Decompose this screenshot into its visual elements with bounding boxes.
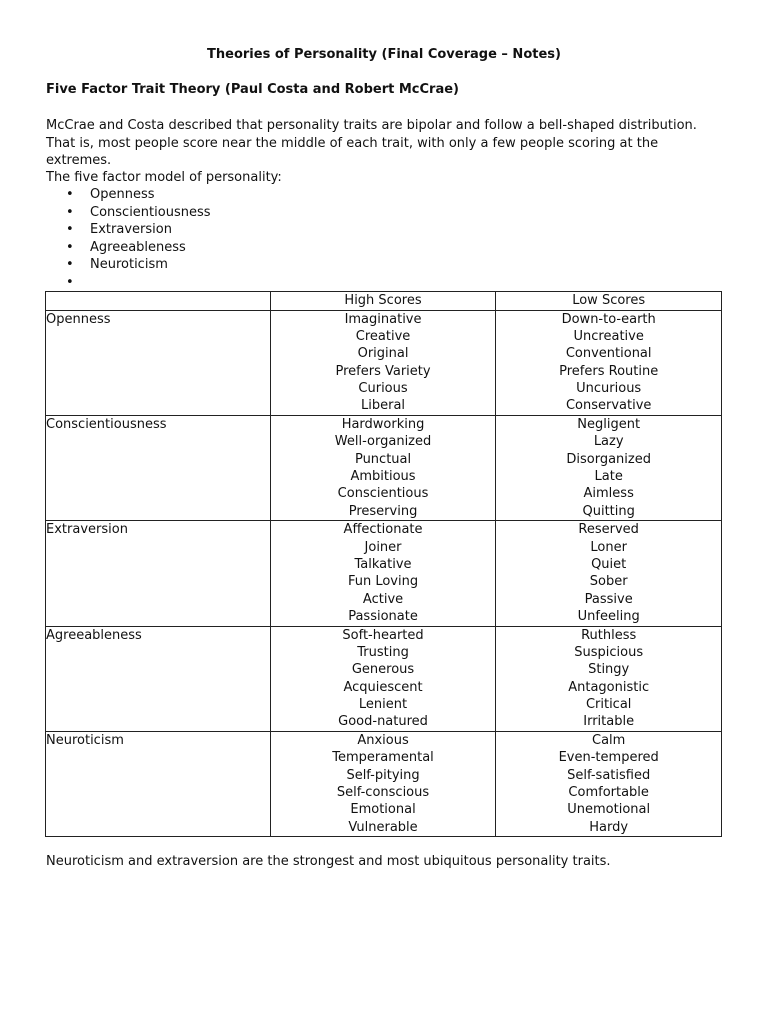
low-score-word: Unemotional [567,802,651,818]
high-score-word: Lenient [358,697,408,713]
bullet-item: • Openness [46,186,211,204]
section-heading: Five Factor Trait Theory (Paul Costa and Robert McCrae) [46,82,459,97]
table-row [46,626,722,731]
low-score-word: Late [594,469,623,485]
low-score-word: Irritable [583,714,635,730]
bullet-item: • Conscientiousness [46,204,211,222]
trait-name-cell: Openness [46,310,271,415]
high-scores-cell [270,415,496,520]
traits-table [45,291,722,837]
high-score-word: Soft-hearted [342,627,424,643]
trait-name-cell: Neuroticism [46,731,271,836]
low-score-word: Quiet [591,556,627,572]
low-score-word: Loner [590,539,627,555]
low-score-word: Self-satisfied [567,767,651,783]
high-score-word: Trusting [357,644,409,660]
high-scores-cell [270,626,496,731]
low-score-word: Uncreative [573,328,644,344]
low-scores-cell [496,415,722,520]
low-score-word: Prefers Routine [559,363,659,379]
high-scores-cell [270,731,496,836]
low-score-word: Sober [589,574,628,590]
low-score-word: Lazy [593,434,624,450]
high-score-word: Good-natured [338,714,428,730]
low-score-word: Antagonistic [568,679,650,695]
table-header-row [46,292,722,311]
low-scores-cell [496,731,722,836]
high-score-word: Passionate [348,609,418,625]
header-low-scores: Low Scores [496,292,722,311]
low-score-word: Suspicious [574,644,644,660]
intro-paragraph-line: That is, most people score near the middle of each trait, with only a few people scoring at the extremes. [46,135,659,168]
intro-paragraph-line: McCrae and Costa described that personality traits are bipolar and follow a bell-shaped distribution. [46,118,697,133]
low-score-word: Disorganized [566,451,651,467]
high-score-word: Active [362,591,404,607]
high-score-word: Creative [355,328,411,344]
high-score-word: Emotional [350,802,416,818]
low-score-word: Hardy [589,819,629,835]
model-intro-paragraph: The five factor model of personality: [46,170,282,185]
table-body [46,310,722,837]
intro-paragraph [46,117,726,170]
high-scores-cell [270,310,496,415]
low-scores-cell [496,626,722,731]
low-scores-cell [496,521,722,626]
low-score-word: Negligent [577,416,641,432]
high-score-word: Conscientious [337,486,429,502]
high-score-word: Prefers Variety [335,363,431,379]
header-high-scores: High Scores [270,292,496,311]
high-score-word: Joiner [364,539,402,555]
high-score-word: Temperamental [332,750,434,766]
bullet-item: • Extraversion [46,221,211,239]
trait-name-cell: Extraversion [46,521,271,626]
low-score-word: Passive [584,591,633,607]
high-score-word: Fun Loving [347,574,419,590]
high-score-word: Hardworking [341,416,425,432]
high-score-word: Vulnerable [348,819,418,835]
low-scores-cell [496,310,722,415]
high-score-word: Punctual [354,451,412,467]
high-score-word: Affectionate [343,522,423,538]
low-score-word: Even-tempered [558,750,659,766]
low-score-word: Ruthless [581,627,637,643]
high-score-word: Original [357,346,409,362]
high-score-word: Acquiescent [343,679,423,695]
low-score-word: Reserved [578,522,639,538]
high-score-word: Self-conscious [336,785,430,801]
high-score-word: Anxious [357,732,409,748]
table-row [46,310,722,415]
bullet-item: • Agreeableness [46,239,211,257]
low-score-word: Conservative [565,398,652,414]
high-score-word: Well-organized [334,434,432,450]
table-row [46,731,722,836]
trait-name-cell: Agreeableness [46,626,271,731]
five-factor-bullet-list [46,186,211,291]
bullet-item [46,274,211,292]
high-scores-cell [270,521,496,626]
closing-paragraph: Neuroticism and extraversion are the strongest and most ubiquitous personality traits. [46,854,611,869]
high-score-word: Imaginative [344,311,422,327]
low-score-word: Quitting [582,503,635,519]
low-score-word: Comfortable [568,785,649,801]
high-score-word: Curious [358,381,408,397]
high-score-word: Generous [351,662,415,678]
document-title: Theories of Personality (Final Coverage – Notes) [207,47,561,62]
high-score-word: Talkative [354,556,412,572]
low-score-word: Uncurious [576,381,642,397]
high-score-word: Liberal [361,398,406,414]
high-score-word: Ambitious [350,469,416,485]
low-score-word: Down-to-earth [561,311,656,327]
low-score-word: Stingy [588,662,630,678]
table-row [46,415,722,520]
low-score-word: Critical [585,697,632,713]
high-score-word: Preserving [348,503,418,519]
header-trait-cell [46,292,271,311]
trait-name-cell: Conscientiousness [46,415,271,520]
high-score-word: Self-pitying [346,767,420,783]
bullet-item: • Neuroticism [46,256,211,274]
low-score-word: Aimless [583,486,634,502]
table-row [46,521,722,626]
low-score-word: Calm [592,732,626,748]
low-score-word: Conventional [565,346,652,362]
low-score-word: Unfeeling [577,609,640,625]
